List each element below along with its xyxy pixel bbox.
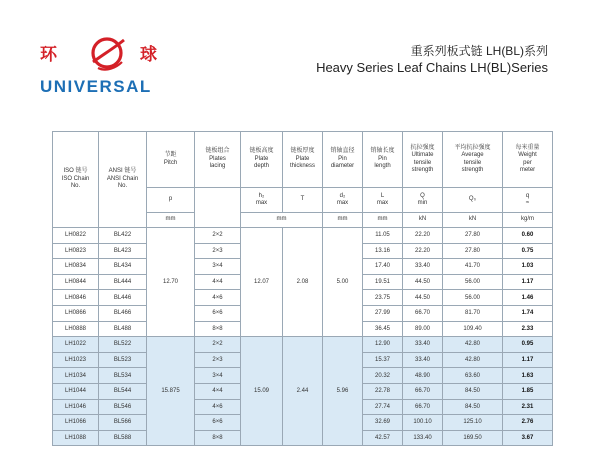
weight-per-meter: 3.67 (503, 430, 553, 446)
weight-per-meter: 1.63 (503, 368, 553, 384)
plates-lacing: 3×4 (195, 368, 241, 384)
pin-length: 12.90 (363, 337, 403, 353)
average-strength: 56.00 (443, 274, 503, 290)
average-strength: 63.60 (443, 368, 503, 384)
average-strength: 84.50 (443, 399, 503, 415)
logo-chinese-left: 环 (40, 45, 57, 65)
average-strength: 27.80 (443, 228, 503, 244)
brand-logo (40, 32, 190, 102)
plates-lacing: 2×3 (195, 243, 241, 259)
symbol-pitch: p (147, 188, 195, 213)
symbol-avg-uts: Q₀ (443, 188, 503, 213)
pin-length: 23.75 (363, 290, 403, 306)
ultimate-strength: 133.40 (403, 430, 443, 446)
iso-chain-no: LH0834 (53, 259, 99, 275)
ansi-chain-no: BL523 (99, 352, 147, 368)
average-strength: 27.80 (443, 243, 503, 259)
unit-uts: kN (403, 213, 443, 228)
iso-chain-no: LH1034 (53, 368, 99, 384)
iso-chain-no: LH0888 (53, 321, 99, 337)
plates-lacing: 8×8 (195, 321, 241, 337)
unit-pin-length: mm (363, 213, 403, 228)
pitch-value: 12.70 (147, 228, 195, 337)
average-strength: 42.80 (443, 352, 503, 368)
pin-length: 19.51 (363, 274, 403, 290)
average-strength: 81.70 (443, 305, 503, 321)
ultimate-strength: 48.90 (403, 368, 443, 384)
col-iso-header: ISO 链号 ISO Chain No. (53, 132, 99, 228)
ultimate-strength: 44.50 (403, 290, 443, 306)
plates-lacing: 2×3 (195, 352, 241, 368)
pitch-value: 15.875 (147, 337, 195, 446)
average-strength: 42.80 (443, 337, 503, 353)
ansi-chain-no: BL444 (99, 274, 147, 290)
col-lacing-header: 链板组合 Plates lacing (195, 132, 241, 188)
title-chinese: 重系列板式链 LH(BL)系列 (410, 44, 548, 58)
ultimate-strength: 44.50 (403, 274, 443, 290)
pin-length: 15.37 (363, 352, 403, 368)
col-avg-uts-header: 平均抗拉强度 Average tensile strength (443, 132, 503, 188)
col-depth-header: 链板高度 Plate depth (241, 132, 283, 188)
pin-length: 11.05 (363, 228, 403, 244)
ansi-chain-no: BL566 (99, 415, 147, 431)
iso-chain-no: LH0823 (53, 243, 99, 259)
pin-length: 13.16 (363, 243, 403, 259)
col-thickness-header: 链板厚度 Plate thickness (283, 132, 323, 188)
pin-length: 17.40 (363, 259, 403, 275)
average-strength: 109.40 (443, 321, 503, 337)
plates-lacing: 4×6 (195, 399, 241, 415)
weight-per-meter: 1.03 (503, 259, 553, 275)
plate-depth-value: 15.09 (241, 337, 283, 446)
weight-per-meter: 0.75 (503, 243, 553, 259)
symbol-pin-diameter: d₂ max (323, 188, 363, 213)
ansi-chain-no: BL546 (99, 399, 147, 415)
ansi-chain-no: BL423 (99, 243, 147, 259)
symbol-lacing-blank (195, 188, 241, 228)
plates-lacing: 2×2 (195, 228, 241, 244)
unit-plate: mm (241, 213, 323, 228)
table-row (53, 337, 553, 353)
pin-length: 20.32 (363, 368, 403, 384)
logo-chinese-right: 球 (140, 45, 157, 65)
globe-icon (84, 32, 130, 78)
logo-english: UNIVERSAL (40, 77, 152, 96)
weight-per-meter: 1.46 (503, 290, 553, 306)
weight-per-meter: 1.17 (503, 274, 553, 290)
iso-chain-no: LH1022 (53, 337, 99, 353)
weight-per-meter: 0.60 (503, 228, 553, 244)
plates-lacing: 6×6 (195, 415, 241, 431)
average-strength: 56.00 (443, 290, 503, 306)
plates-lacing: 3×4 (195, 259, 241, 275)
col-ansi-header: ANSI 链号 ANSI Chain No. (99, 132, 147, 228)
table-body (53, 228, 553, 446)
ansi-chain-no: BL588 (99, 430, 147, 446)
ultimate-strength: 33.40 (403, 259, 443, 275)
ultimate-strength: 33.40 (403, 352, 443, 368)
ultimate-strength: 66.70 (403, 383, 443, 399)
iso-chain-no: LH0844 (53, 274, 99, 290)
iso-chain-no: LH1088 (53, 430, 99, 446)
weight-per-meter: 0.95 (503, 337, 553, 353)
col-pin-diameter-header: 销轴直径 Pin diameter (323, 132, 363, 188)
plates-lacing: 8×8 (195, 430, 241, 446)
iso-chain-no: LH1023 (53, 352, 99, 368)
col-pin-length-header: 销轴长度 Pin length (363, 132, 403, 188)
unit-weight: kg/m (503, 213, 553, 228)
plate-depth-value: 12.07 (241, 228, 283, 337)
unit-avg-uts: kN (443, 213, 503, 228)
weight-per-meter: 1.74 (503, 305, 553, 321)
weight-per-meter: 2.33 (503, 321, 553, 337)
plates-lacing: 4×4 (195, 274, 241, 290)
weight-per-meter: 2.76 (503, 415, 553, 431)
pin-length: 27.99 (363, 305, 403, 321)
unit-pitch: mm (147, 213, 195, 228)
col-weight-header: 每米重量 Weight per meter (503, 132, 553, 188)
pin-diameter-value: 5.00 (323, 228, 363, 337)
ansi-chain-no: BL488 (99, 321, 147, 337)
ultimate-strength: 22.20 (403, 243, 443, 259)
average-strength: 41.70 (443, 259, 503, 275)
ultimate-strength: 33.40 (403, 337, 443, 353)
plates-lacing: 2×2 (195, 337, 241, 353)
average-strength: 169.50 (443, 430, 503, 446)
plates-lacing: 4×6 (195, 290, 241, 306)
ansi-chain-no: BL446 (99, 290, 147, 306)
weight-per-meter: 1.17 (503, 352, 553, 368)
iso-chain-no: LH1044 (53, 383, 99, 399)
ansi-chain-no: BL522 (99, 337, 147, 353)
plate-thickness-value: 2.44 (283, 337, 323, 446)
pin-length: 22.78 (363, 383, 403, 399)
symbol-weight: q ≈ (503, 188, 553, 213)
ansi-chain-no: BL466 (99, 305, 147, 321)
col-uts-header: 抗拉强度 Ultimate tensile strength (403, 132, 443, 188)
ultimate-strength: 22.20 (403, 228, 443, 244)
plate-thickness-value: 2.08 (283, 228, 323, 337)
iso-chain-no: LH0822 (53, 228, 99, 244)
symbol-thickness: T (283, 188, 323, 213)
ansi-chain-no: BL534 (99, 368, 147, 384)
pin-length: 32.69 (363, 415, 403, 431)
average-strength: 84.50 (443, 383, 503, 399)
iso-chain-no: LH1066 (53, 415, 99, 431)
plates-lacing: 6×6 (195, 305, 241, 321)
col-pitch-header: 节距 Pitch (147, 132, 195, 188)
iso-chain-no: LH0866 (53, 305, 99, 321)
iso-chain-no: LH1046 (53, 399, 99, 415)
ultimate-strength: 100.10 (403, 415, 443, 431)
weight-per-meter: 2.31 (503, 399, 553, 415)
average-strength: 125.10 (443, 415, 503, 431)
plates-lacing: 4×4 (195, 383, 241, 399)
symbol-uts: Q min (403, 188, 443, 213)
pin-diameter-value: 5.96 (323, 337, 363, 446)
table-row (53, 228, 553, 244)
symbol-pin-length: L max (363, 188, 403, 213)
ansi-chain-no: BL544 (99, 383, 147, 399)
symbol-depth: h₂ max (241, 188, 283, 213)
pin-length: 27.74 (363, 399, 403, 415)
pin-length: 42.57 (363, 430, 403, 446)
ultimate-strength: 89.00 (403, 321, 443, 337)
weight-per-meter: 1.85 (503, 383, 553, 399)
unit-pin-diameter: mm (323, 213, 363, 228)
ansi-chain-no: BL422 (99, 228, 147, 244)
pin-length: 36.45 (363, 321, 403, 337)
iso-chain-no: LH0846 (53, 290, 99, 306)
ultimate-strength: 66.70 (403, 399, 443, 415)
title-english: Heavy Series Leaf Chains LH(BL)Series (316, 60, 548, 75)
ansi-chain-no: BL434 (99, 259, 147, 275)
ultimate-strength: 66.70 (403, 305, 443, 321)
chain-spec-table (52, 131, 553, 446)
